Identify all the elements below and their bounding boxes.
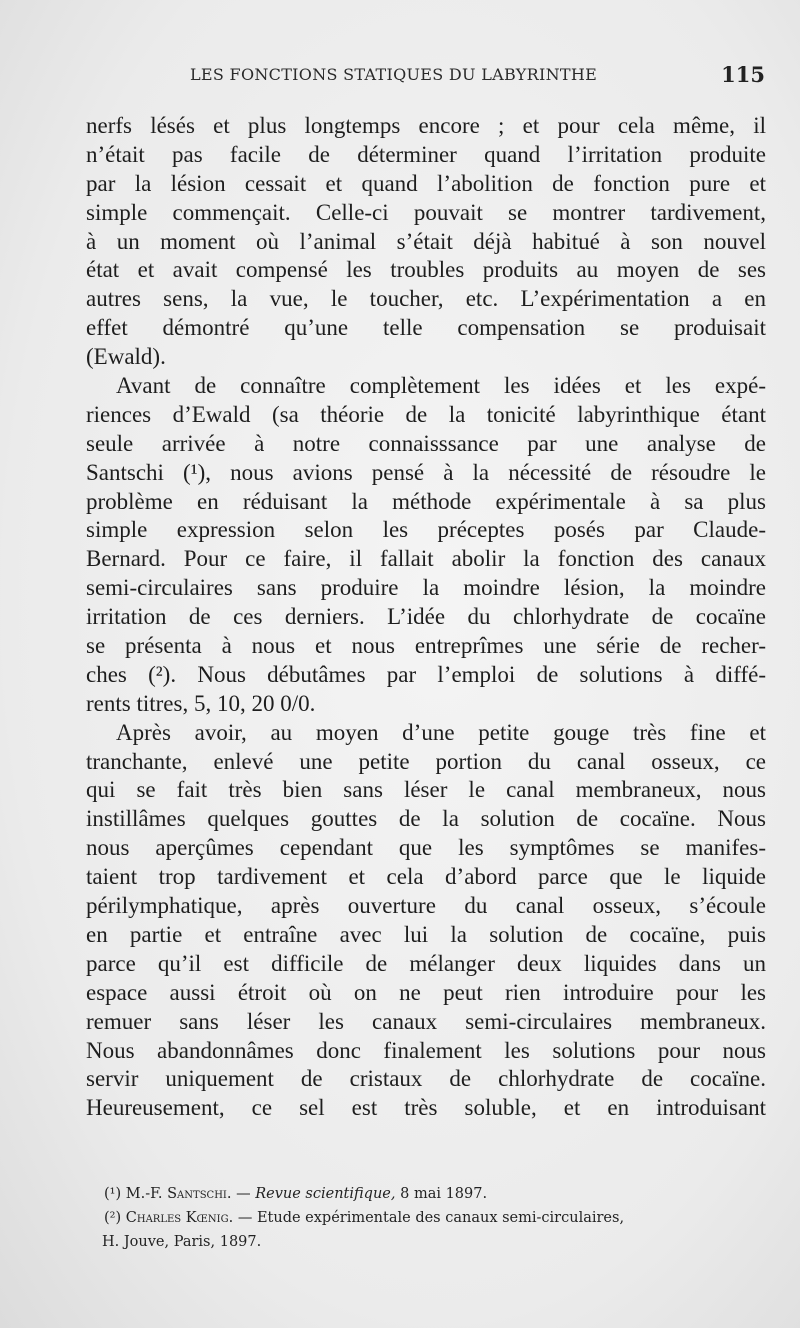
- footnote-imprint: H. Jouve, Paris, 1897.: [102, 1234, 262, 1250]
- text-line: effet démontré qu’une telle compensation se produisait: [86, 315, 766, 341]
- text-line: irritation de ces derniers. L’idée du chlorhydrate de cocaïne: [86, 604, 766, 630]
- text-line: servir uniquement de cristaux de chlorhydrate de cocaïne.: [86, 1066, 766, 1092]
- text-line: Nous abandonnâmes donc finalement les solutions pour nous: [86, 1037, 766, 1063]
- text-line: Heureusement, ce sel est très soluble, et en introduisant: [86, 1095, 766, 1121]
- footnote-dash: —: [236, 1186, 251, 1202]
- text-line: riences d’Ewald (sa théorie de la tonicité labyrinthique étant: [86, 401, 766, 427]
- text-line: seule arrivée à notre connaisssance par une analyse de: [86, 430, 766, 456]
- text-line: se présenta à nous et nous entreprîmes une série de recher-: [86, 633, 766, 659]
- text-line: problème en réduisant la méthode expérimentale à sa plus: [86, 488, 766, 514]
- text-line: tranchante, enlevé une petite portion du canal osseux, ce: [86, 748, 766, 774]
- text-line: ches (²). Nous débutâmes par l’emploi de solutions à diffé-: [86, 661, 766, 687]
- footnotes: [104, 1182, 780, 1254]
- footnote-journal: Revue scientifique,: [255, 1186, 396, 1202]
- page-number: 115: [721, 62, 765, 87]
- text-line: parce qu’il est difficile de mélanger deux liquides dans un: [86, 950, 766, 976]
- text-line: espace aussi étroit où on ne peut rien introduire pour les: [86, 979, 766, 1005]
- text-line: Après avoir, au moyen d’une petite gouge très fine et: [116, 719, 766, 745]
- text-line: rents titres, 5, 10, 20 0/0.: [86, 690, 316, 716]
- text-line: n’était pas facile de déterminer quand l’irritation produite: [86, 141, 766, 167]
- footnote-2: [104, 1206, 780, 1254]
- footnote-author: M.-F. Santschi.: [125, 1186, 232, 1202]
- text-line: (Ewald).: [86, 344, 166, 370]
- text-line: à un moment où l’animal s’était déjà habitué à son nouvel: [86, 228, 766, 254]
- text-line: simple expression selon les préceptes posés par Claude-: [86, 517, 766, 543]
- text-line: périlymphatique, après ouverture du canal osseux, s’écoule: [86, 893, 766, 919]
- footnote-marker: (¹): [104, 1186, 122, 1202]
- text-line: en partie et entraîne avec lui la solution de cocaïne, puis: [86, 921, 766, 947]
- text-line: qui se fait très bien sans léser le canal membraneux, nous: [86, 777, 766, 803]
- text-line: autres sens, la vue, le toucher, etc. L’expérimentation a en: [86, 286, 766, 312]
- page-header: [190, 63, 765, 87]
- text-line: taient trop tardivement et cela d’abord parce que le liquide: [86, 864, 766, 890]
- body-text: [86, 112, 766, 1123]
- text-line: nerfs lésés et plus longtemps encore ; et pour cela même, il: [86, 113, 766, 138]
- text-line: instillâmes quelques gouttes de la solution de cocaïne. Nous: [86, 806, 766, 832]
- text-line: Bernard. Pour ce faire, il fallait abolir la fonction des canaux: [86, 546, 766, 572]
- footnote-1: [104, 1182, 780, 1206]
- footnote-date: 8 mai 1897.: [400, 1186, 488, 1202]
- text-line: semi-circulaires sans produire la moindre lésion, la moindre: [86, 575, 766, 601]
- text-line: simple commençait. Celle-ci pouvait se montrer tardivement,: [86, 199, 766, 225]
- text-line: Santschi (¹), nous avions pensé à la nécessité de résoudre le: [86, 459, 766, 485]
- footnote-author: Charles Kœnig.: [125, 1210, 234, 1226]
- text-line: nous aperçûmes cependant que les symptômes se manifes-: [86, 835, 766, 861]
- text-line: Avant de connaître complètement les idées et les expé-: [116, 373, 766, 399]
- text-line: par la lésion cessait et quand l’abolition de fonction pure et: [86, 170, 766, 196]
- footnote-marker: (²): [104, 1210, 122, 1226]
- text-line: état et avait compensé les troubles produits au moyen de ses: [86, 257, 766, 283]
- footnote-dash: —: [237, 1210, 253, 1226]
- footnote-title: Etude expérimentale des canaux semi-circulaires,: [256, 1210, 625, 1226]
- running-title: LES FONCTIONS STATIQUES DU LABYRINTHE: [190, 65, 598, 84]
- text-line: remuer sans léser les canaux semi-circulaires membraneux.: [86, 1008, 766, 1034]
